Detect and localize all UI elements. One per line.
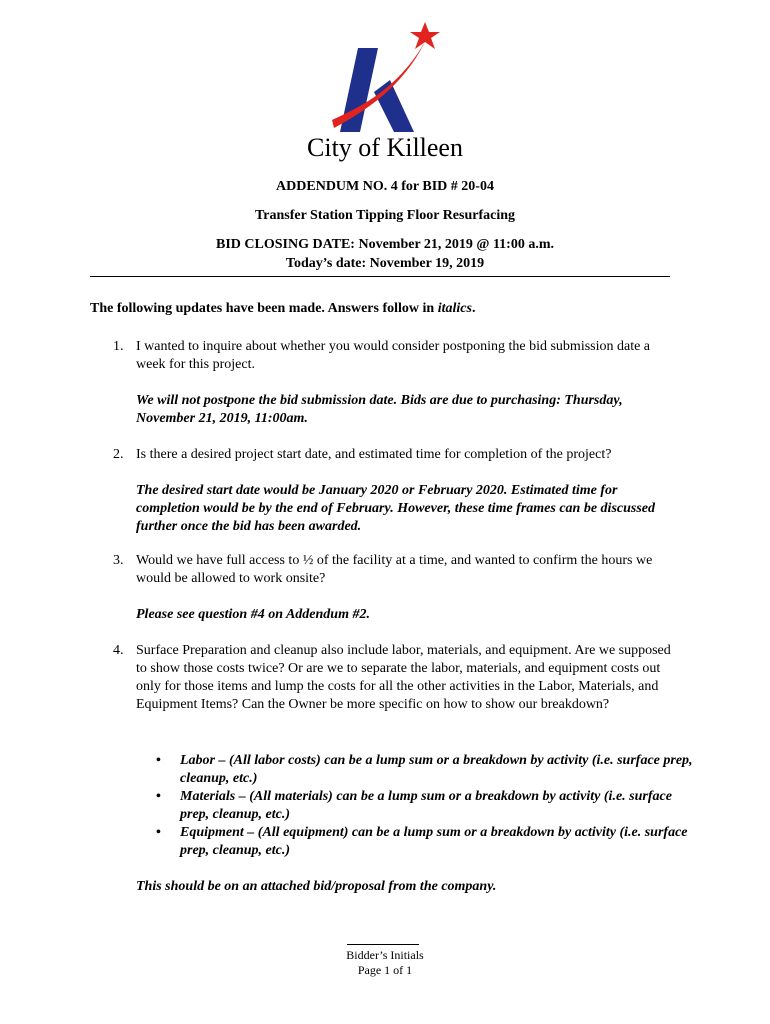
question-2 [113,446,673,464]
project-title: Transfer Station Tipping Floor Resurfacing [254,208,516,223]
question-4 [113,642,673,714]
bullet-dot-icon: • [156,789,161,804]
question-number: 2. [113,447,124,462]
question-text: I wanted to inquire about whether you would consider postponing the bid submission date a week for this project. [136,339,651,372]
closing-date: BID CLOSING DATE: November 21, 2019 @ 11:00 a.m. [215,237,554,252]
question-number: 3. [113,553,124,568]
bullet-text: Labor – (All labor costs) can be a lump sum or a breakdown by activity (i.e. surface prep, cleanup, etc.) [180,753,693,786]
intro-italic-word: italics [437,301,472,316]
bullet-labor [156,752,696,788]
bullet-dot-icon: • [156,825,161,840]
bullet-dot-icon: • [156,753,161,768]
bullet-text: Equipment – (All equipment) can be a lump sum or a breakdown by activity (i.e. surface prep, cleanup, etc.) [180,825,688,858]
header-divider [90,276,670,277]
intro-end: . [471,301,476,316]
question-3 [113,552,673,588]
page-number: Page 1 of 1 [357,963,413,977]
question-text: Would we have full access to ½ of the facility at a time, and wanted to confirm the hours we would be allowed to work onsite? [136,553,653,586]
question-1 [113,338,673,374]
question-text: Surface Preparation and cleanup also include labor, materials, and equipment. Are we supposed to show those costs twice? Or are we to separate the labor, materials, and equipment costs out only for those items and lump the costs for all the other activities in the Labor, Materials, and Equipment Items? Can the Owner be more specific on how to show our breakdown? [136,643,671,712]
answer-1: We will not postpone the bid submission date. Bids are due to purchasing: Thursday, November 21, 2019, 11:00am. [136,393,623,426]
breakdown-bullet-list [156,752,696,860]
answer-4: This should be on an attached bid/proposal from the company. [136,879,497,894]
bullet-text: Materials – (All materials) can be a lump sum or a breakdown by activity (i.e. surface prep, cleanup, etc.) [180,789,672,822]
bullet-materials [156,788,696,824]
answer-2: The desired start date would be January 2020 or February 2020. Estimated time for completion would be by the end of February. However, these time frames can be discussed further once the bid has been awarded. [136,483,655,534]
todays-date: Today’s date: November 19, 2019 [285,256,485,271]
intro-statement [90,301,475,317]
bullet-equipment [156,824,696,860]
intro-text: The following updates have been made. Answers follow in [90,301,438,316]
bidders-initials-label: Bidder’s Initials [346,948,424,962]
question-number: 1. [113,339,124,354]
initials-line [347,944,419,945]
addendum-title: ADDENDUM NO. 4 for BID # 20-04 [276,179,494,194]
city-logo-k [328,20,443,138]
question-text: Is there a desired project start date, and estimated time for completion of the project? [136,447,612,462]
city-name: City of Killeen [307,133,463,162]
answer-3: Please see question #4 on Addendum #2. [136,607,370,622]
question-number: 4. [113,643,124,658]
